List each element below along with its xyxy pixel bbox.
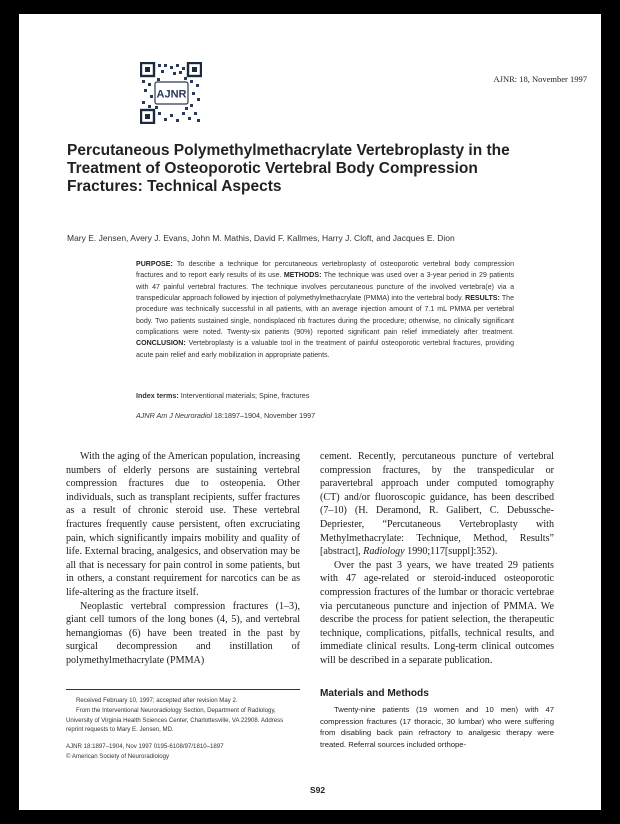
citation-text: 18:1897–1904, November 1997 bbox=[212, 411, 316, 420]
methods-paragraph: Twenty-nine patients (19 women and 10 men) with 47 compression fractures (17 thoracic, 30 lumbar) who were suffering from disabling back pain refractory to analgesic therapy were treated. Referral sources included orthope- bbox=[320, 705, 554, 749]
body-text: 1990;117[suppl]:352). bbox=[404, 546, 498, 558]
journal-issue-line: AJNR: 18, November 1997 bbox=[493, 74, 587, 84]
article-title: Percutaneous Polymethylmethacrylate Vertebroplasty in the Treatment of Osteoporotic Vertebral Body Compression Fractures: Technical Aspects bbox=[67, 142, 510, 195]
affiliation-note: From the Interventional Neuroradiology Section, Department of Radiology, University of Virginia Health Sciences Center, Charlottesville, VA 22908. Address reprint requests to Mary E. Jensen, MD. bbox=[66, 707, 284, 733]
received-note: Received February 10, 1997; accepted after revision May 2. bbox=[76, 697, 238, 704]
ajnr-qr-logo bbox=[140, 62, 202, 124]
abstract bbox=[136, 259, 514, 361]
body-paragraph bbox=[320, 450, 554, 559]
body-text: cement. Recently, percutaneous puncture of vertebral compression fractures, by the transpedicular or paravertebral approach under computed tomography (CT) and/or fluoroscopic guidance, has been described (7–10) (H. Deramond, R. Galibert, C. Debussche-Depriester, “Percutaneous Vertebroplasty with Methylmethacrylate: Technique, Method, Results” [abstract], bbox=[320, 451, 554, 558]
purpose-label: PURPOSE: bbox=[136, 261, 173, 268]
copyright-note: © American Society of Neuroradiology bbox=[66, 753, 170, 760]
citation-journal: AJNR Am J Neuroradiol bbox=[136, 411, 213, 420]
index-terms bbox=[136, 391, 309, 400]
svg-text:AJNR: AJNR bbox=[156, 88, 187, 101]
body-paragraph: With the aging of the American population, increasing numbers of elderly persons are sustaining vertebral compression fractures due to osteopenia. Other individuals, such as transplant recipients, suffer fractures as a result of chronic steroid use. These vertebral fractures frequently cause persistent, often excruciating pain, which significantly impairs mobility and quality of life. External bracing, analgesics, and observation may be all that is necessary for pain control in some patients, but in others, a constant requirement for narcotics can be as life-altering as the fracture itself. bbox=[66, 451, 300, 598]
conclusion-label: CONCLUSION: bbox=[136, 340, 186, 348]
body-paragraph: Over the past 3 years, we have treated 29 patients with 47 age-related or steroid-induced osteoporotic compression fractures of the lumbar or thoracic vertebrae via percutaneous puncture and injection of PMMA. We describe the process for patient selection, the therapeutic technique, complications, pitfalls, technical results, and immediate clinical results. Long-term clinical outcomes will be described in a separate publication. bbox=[320, 559, 554, 666]
purpose-text: To describe a technique for percutaneous vertebroplasty of osteoporotic vertebral body compression fractures and to report early results of its use. bbox=[136, 261, 514, 280]
results-text: The procedure was technically successful in all patients, with an average injection amount of 7.1 mL PMMA per vertebral body. Two patients sustained single, nondisplaced rib fractures during the procedure; otherwise, no clinically significant complications were noted. Twenty-six patients (90%) reported significant pain relief immediately after treatment. bbox=[136, 295, 514, 337]
page-number: S92 bbox=[310, 785, 326, 795]
conclusion-text: Vertebroplasty is a valuable tool in the treatment of painful osteoporotic vertebral fractures, providing acute pain relief and early mobilization in appropriate patients. bbox=[136, 340, 514, 359]
section-heading: Materials and Methods bbox=[320, 688, 429, 699]
radiology-citation: Radiology bbox=[363, 546, 405, 558]
issue-info: AJNR 18:1897–1904, Nov 1997 0195-6108/97/1810–1897 bbox=[66, 743, 224, 750]
methods-text: The technique was used over a 3-year period in 29 patients with 47 painful vertebral fractures. The technique involves percutaneous puncture of the involved vertebra(e) via a transpedicular approach followed by injection of polymethylmethacrylate (PMMA) into the vertebral body. bbox=[136, 272, 514, 303]
body-column-right bbox=[320, 450, 554, 668]
citation-line bbox=[136, 411, 315, 420]
index-terms-label: Index terms: bbox=[136, 391, 179, 400]
author-list: Mary E. Jensen, Avery J. Evans, John M. Mathis, David F. Kallmes, Harry J. Cloft, and Jacques E. Dion bbox=[67, 233, 455, 243]
methods-label: METHODS: bbox=[283, 272, 322, 280]
body-column-left bbox=[66, 450, 300, 668]
journal-page bbox=[19, 14, 601, 810]
results-label: RESULTS: bbox=[465, 295, 500, 303]
footnote-divider bbox=[66, 689, 300, 690]
body-paragraph: Neoplastic vertebral compression fractures (1–3), giant cell tumors of the long bones (4, 5), and vertebral hemangiomas (6) have been treated in the past by surgical decompression and instillation of polymethylmethacrylate (PMMA) bbox=[66, 600, 300, 666]
index-terms-text: Interventional materials; Spine, fractures bbox=[178, 391, 310, 400]
